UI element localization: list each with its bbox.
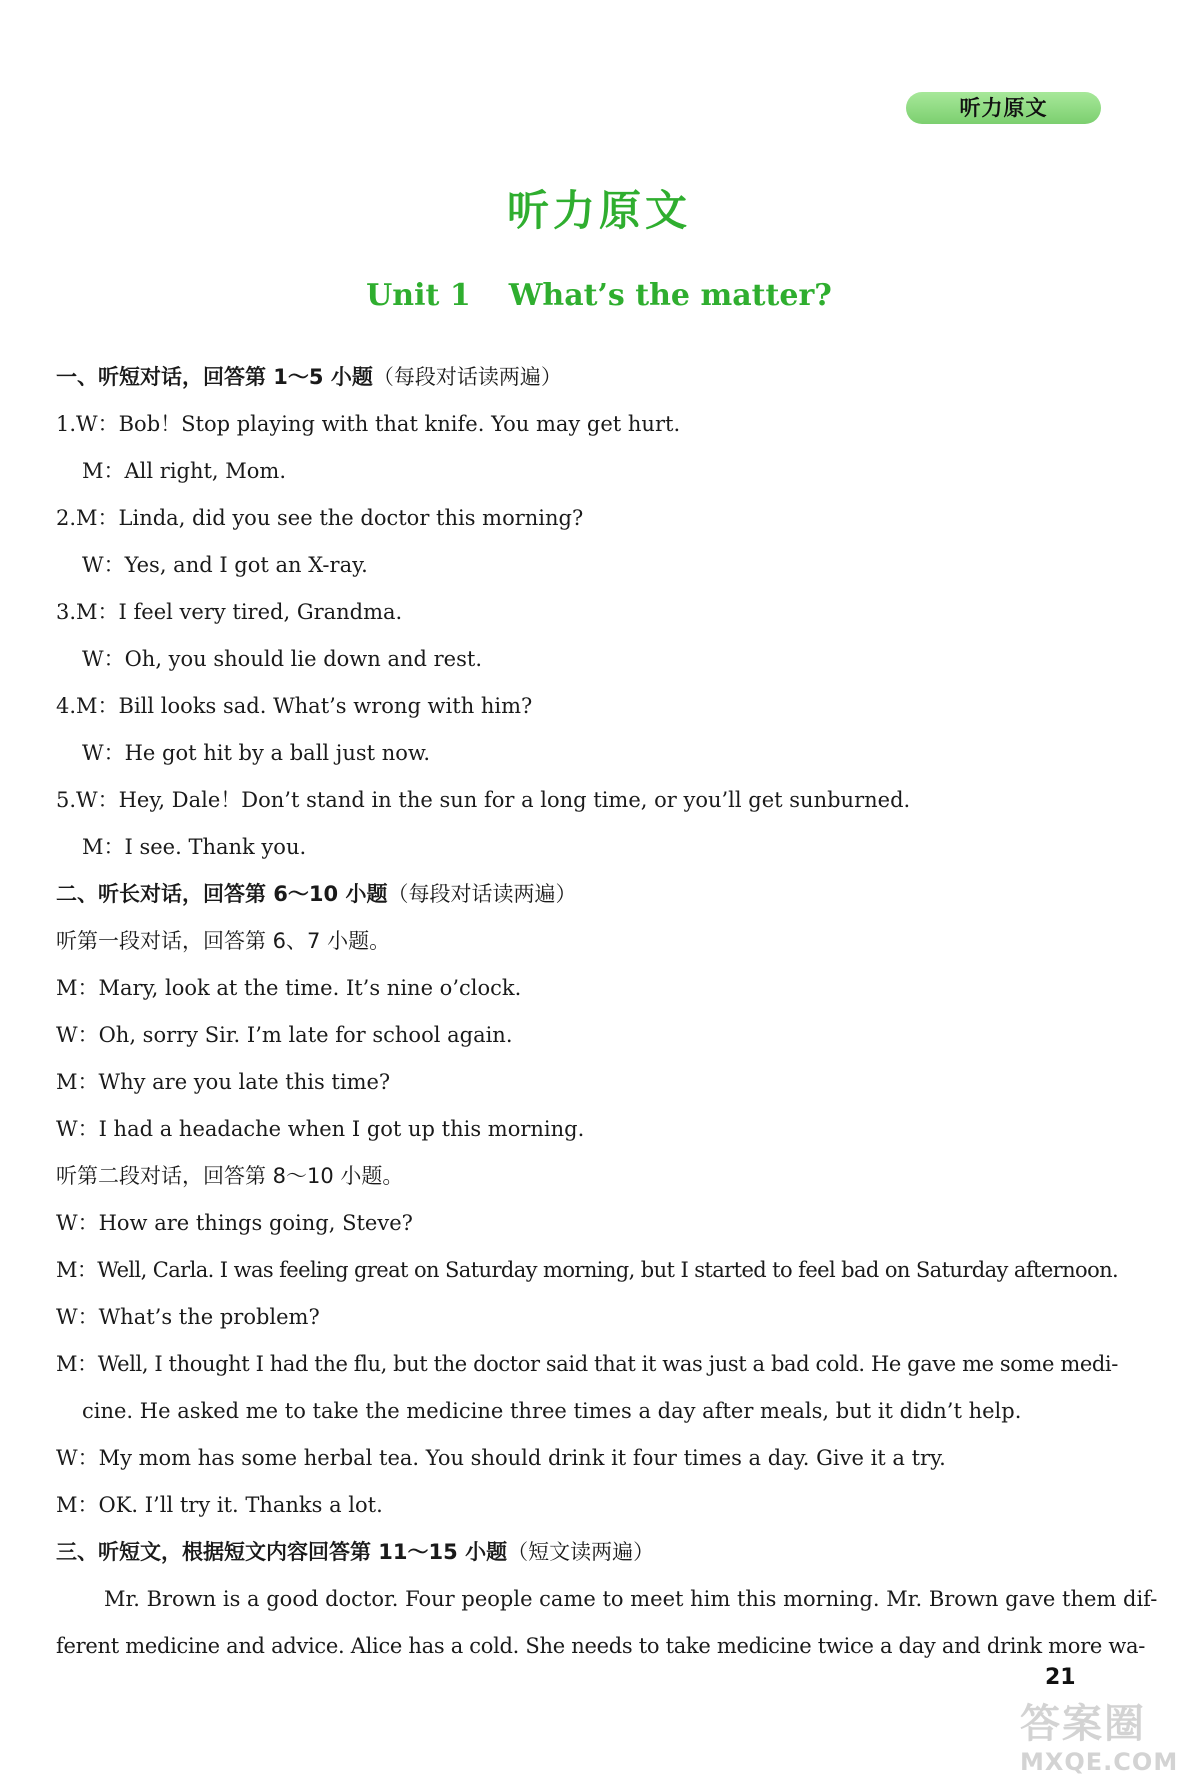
dialog-line: M：I see. Thank you. <box>82 835 307 859</box>
dialog-line: 3.M：I feel very tired, Grandma. <box>56 600 403 624</box>
dialog-line: 2.M：Linda, did you see the doctor this morning? <box>56 506 584 530</box>
section-3-note: （短文读两遍） <box>507 1540 655 1564</box>
dialog-line: M：Well, I thought I had the flu, but the doctor said that it was just a bad cold. He gave me some medi- <box>56 1352 1118 1376</box>
passage-line: ferent medicine and advice. Alice has a cold. She needs to take medicine twice a day and drink more wa- <box>56 1634 1146 1658</box>
dialog-line: M：OK. I’ll try it. Thanks a lot. <box>56 1493 383 1517</box>
dialog-line: M：Well, Carla. I was feeling great on Saturday morning, but I started to feel bad on Saturday afternoon. <box>56 1258 1119 1282</box>
watermark <box>1020 1700 1190 1790</box>
unit-name: What’s the matter? <box>508 278 832 313</box>
dialog-line: M：Mary, look at the time. It’s nine o’clock. <box>56 976 522 1000</box>
section-2-note: （每段对话读两遍） <box>387 882 577 906</box>
dialog-line: W：My mom has some herbal tea. You should drink it four times a day. Give it a try. <box>56 1446 946 1470</box>
dialog-intro: 听第一段对话，回答第 6、7 小题。 <box>56 929 391 953</box>
section-1-note: （每段对话读两遍） <box>372 365 562 389</box>
passage-line: Mr. Brown is a good doctor. Four people came to meet him this morning. Mr. Brown gave them dif- <box>104 1587 1158 1611</box>
dialog-line: W：I had a headache when I got up this morning. <box>56 1117 585 1141</box>
dialog-line: W：He got hit by a ball just now. <box>82 741 431 765</box>
content <box>56 354 1158 1670</box>
unit-number: Unit 1 <box>366 278 471 313</box>
dialog-line: W：Oh, sorry Sir. I’m late for school again. <box>56 1023 513 1047</box>
dialog-line: W：Oh, you should lie down and rest. <box>82 647 483 671</box>
section-heading-3 <box>56 1529 1106 1576</box>
section-2-title: 二、听长对话，回答第 6～10 小题 <box>56 882 388 906</box>
page-number: 21 <box>1045 1665 1076 1690</box>
dialog-line: W：Yes, and I got an X-ray. <box>82 553 368 577</box>
section-3-title: 三、听短文，根据短文内容回答第 11～15 小题 <box>56 1540 508 1564</box>
header-tag: 听力原文 <box>906 92 1101 124</box>
dialog-intro: 听第二段对话，回答第 8～10 小题。 <box>56 1164 404 1188</box>
dialog-line: 4.M：Bill looks sad. What’s wrong with him? <box>56 694 533 718</box>
section-1-title: 一、听短对话，回答第 1～5 小题 <box>56 365 373 389</box>
dialog-line: 5.W：Hey, Dale！Don’t stand in the sun for a long time, or you’ll get sunburned. <box>56 788 911 812</box>
dialog-line: W：How are things going, Steve? <box>56 1211 413 1235</box>
dialog-line: W：What’s the problem? <box>56 1305 320 1329</box>
section-heading-2 <box>56 871 1106 918</box>
dialog-line: 1.W：Bob！Stop playing with that knife. You may get hurt. <box>56 412 681 436</box>
section-heading-1 <box>56 354 1106 401</box>
dialog-line: cine. He asked me to take the medicine three times a day after meals, but it didn’t help. <box>82 1399 1022 1423</box>
dialog-line: M：Why are you late this time? <box>56 1070 391 1094</box>
watermark-cn: 答案圈 <box>1020 1701 1146 1747</box>
watermark-en: MXQE.COM <box>1020 1748 1179 1776</box>
dialog-line: M：All right, Mom. <box>82 459 287 483</box>
unit-title <box>0 278 1198 313</box>
page-title: 听力原文 <box>506 186 691 235</box>
